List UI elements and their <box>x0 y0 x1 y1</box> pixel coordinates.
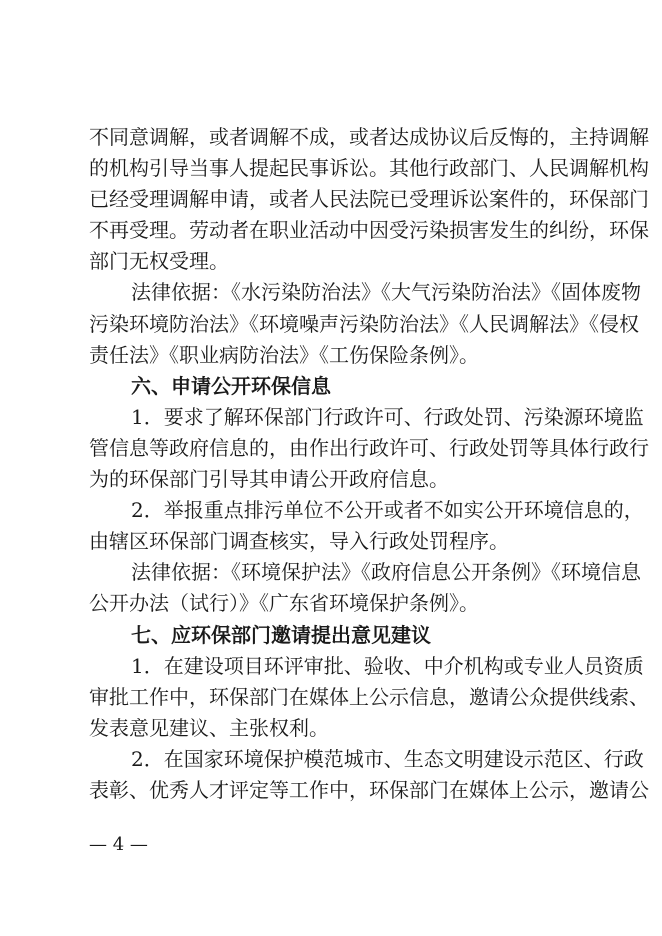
section-heading <box>89 371 581 402</box>
text-line: 部门无权受理。 <box>89 249 229 274</box>
text-line: 七、应环保部门邀请提出意见建议 <box>131 622 431 647</box>
text-line: 已经受理调解申请，或者人民法院已受理诉讼案件的，环保部门 <box>89 187 649 212</box>
text-line: 法律依据：《水污染防治法》《大气污染防治法》《固体废物 <box>131 280 641 305</box>
text-line: 为的环保部门引导其申请公开政府信息。 <box>89 467 449 492</box>
text-line: 1．要求了解环保部门行政许可、行政处罚、污染源环境监 <box>131 404 644 429</box>
text-line: 2．举报重点排污单位不公开或者不如实公开环境信息的， <box>131 498 644 523</box>
text-line: 2．在国家环境保护模范城市、生态文明建设示范区、行政 <box>131 746 644 771</box>
text-line: 表彰、优秀人才评定等工作中，环保部门在媒体上公示，邀请公 <box>89 777 649 802</box>
paragraph <box>89 651 649 744</box>
text-line: 1．在建设项目环评审批、验收、中介机构或专业人员资质 <box>131 653 644 678</box>
page-number: — 4 — <box>89 834 148 855</box>
text-line: 发表意见建议、主张权利。 <box>89 715 329 740</box>
paragraph <box>89 277 641 370</box>
section-heading <box>89 620 581 651</box>
text-line: 由辖区环保部门调查核实，导入行政处罚程序。 <box>89 529 509 554</box>
text-line: 责任法》《职业病防治法》《工伤保险条例》。 <box>89 342 479 367</box>
paragraph <box>89 744 649 806</box>
paragraph <box>89 495 644 557</box>
text-line: 不再受理。劳动者在职业活动中因受污染损害发生的纠纷，环保 <box>89 218 649 243</box>
text-line: 的机构引导当事人提起民事诉讼。其他行政部门、人民调解机构 <box>89 156 649 181</box>
paragraph <box>89 557 641 619</box>
text-line: 六、申请公开环保信息 <box>131 373 331 398</box>
text-line: 污染环境防治法》《环境噪声污染防治法》《人民调解法》《侵权 <box>89 311 639 336</box>
text-line: 不同意调解，或者调解不成，或者达成协议后反悔的，主持调解 <box>89 125 649 149</box>
text-line: 公开办法（试行）》《广东省环境保护条例》。 <box>89 591 479 616</box>
document-body <box>89 122 649 806</box>
paragraph <box>89 122 649 277</box>
paragraph <box>89 402 649 495</box>
text-line: 审批工作中，环保部门在媒体上公示信息，邀请公众提供线索、 <box>89 684 649 709</box>
text-line: 法律依据：《环境保护法》《政府信息公开条例》《环境信息 <box>131 560 641 585</box>
text-line: 管信息等政府信息的，由作出行政许可、行政处罚等具体行政行 <box>89 435 649 460</box>
